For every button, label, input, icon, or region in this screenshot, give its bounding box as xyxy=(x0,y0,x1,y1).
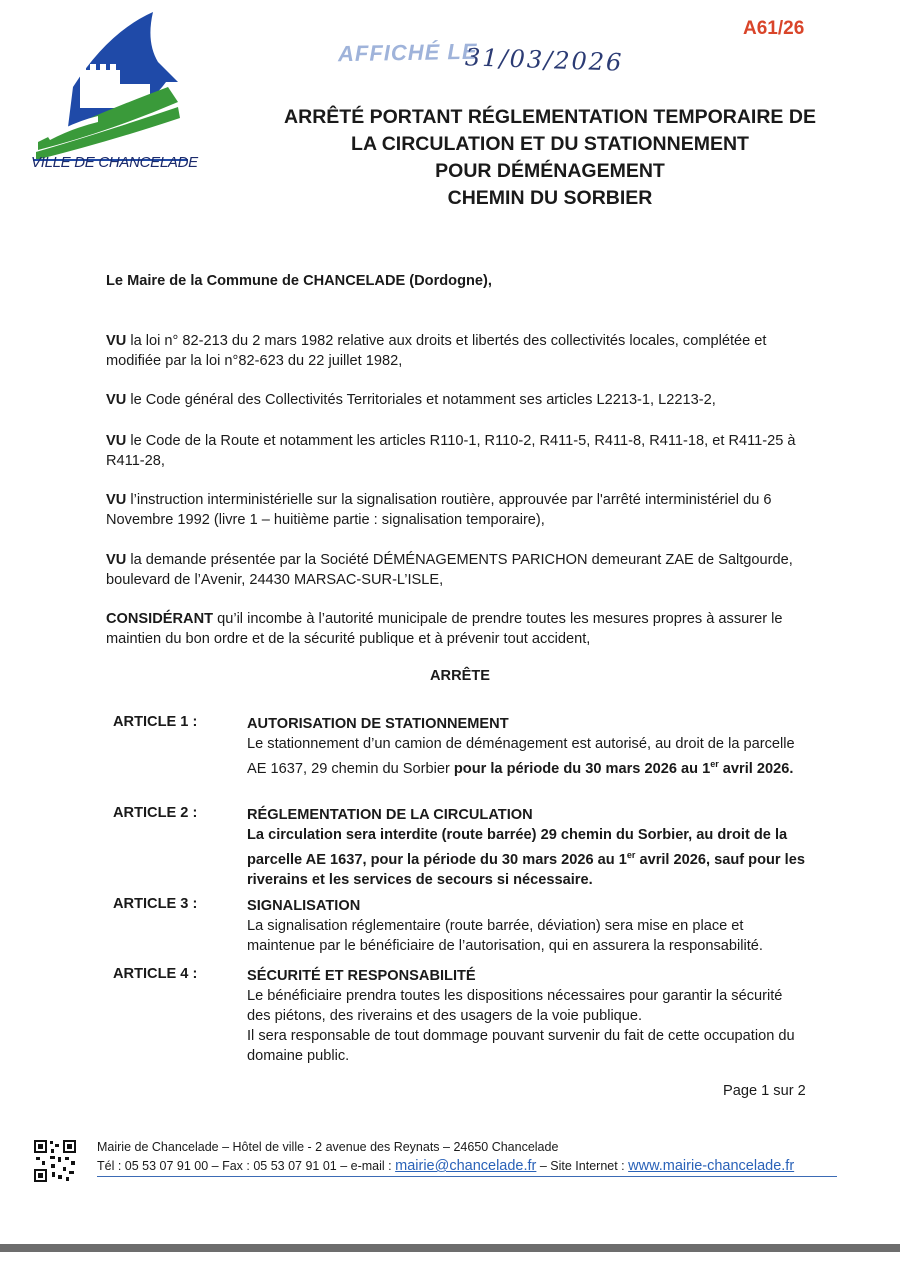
qr-code-icon xyxy=(33,1139,77,1183)
article-label: ARTICLE 2 : xyxy=(113,805,198,821)
vu-text: la loi n° 82-213 du 2 mars 1982 relative aux droits et libertés des collectivités locales, complétée et modifiée par la loi n°82-623 du 22 juillet 1982, xyxy=(106,333,767,369)
considerant-keyword: CONSIDÉRANT xyxy=(106,611,214,627)
scan-edge-strip xyxy=(0,1244,900,1252)
article-body xyxy=(247,714,807,779)
title-line: LA CIRCULATION ET DU STATIONNEMENT xyxy=(351,133,749,155)
title-line: POUR DÉMÉNAGEMENT xyxy=(435,160,665,182)
article-text xyxy=(247,734,807,779)
article-sup: er xyxy=(626,850,636,860)
vu-text: la demande présentée par la Société DÉMÉNAGEMENTS PARICHON demeurant ZAE de Saltgourde, boulevard de l’Avenir, 24430 MARSAC-SUR-L’ISLE, xyxy=(106,552,793,588)
vu-keyword: VU xyxy=(106,333,127,349)
page-number: Page 1 sur 2 xyxy=(723,1083,806,1099)
vu-paragraph xyxy=(106,390,818,410)
vu-paragraph xyxy=(106,431,818,471)
footer-phone-fax: Tél : 05 53 07 91 00 – Fax : 05 53 07 91 01 – e-mail : xyxy=(97,1159,392,1173)
article-heading: AUTORISATION DE STATIONNEMENT xyxy=(247,716,509,732)
article-body xyxy=(247,896,807,956)
vu-text: le Code de la Route et notamment les articles R110-1, R110-2, R411-5, R411-8, R411-18, et R411-25 à R411-28, xyxy=(106,433,796,469)
vu-keyword: VU xyxy=(106,433,127,449)
article-text: Le bénéficiaire prendra toutes les dispositions nécessaires pour garantir la sécurité des piétons, des riverains et des usagers de la voie publique. xyxy=(247,988,783,1024)
arrete-heading: ARRÊTE xyxy=(430,668,490,684)
reference-number: A61/26 xyxy=(743,18,805,39)
vu-paragraph xyxy=(106,331,818,371)
document-title xyxy=(250,104,850,212)
website-link[interactable]: www.mairie-chancelade.fr xyxy=(628,1158,795,1174)
considerant-paragraph xyxy=(106,609,818,649)
footer-site-label: – Site Internet : xyxy=(539,1159,625,1173)
article-body xyxy=(247,966,807,1066)
article-sup: er xyxy=(710,759,719,769)
article-label: ARTICLE 1 : xyxy=(113,714,198,730)
article-label: ARTICLE 3 : xyxy=(113,896,198,912)
article-heading: SÉCURITÉ ET RESPONSABILITÉ xyxy=(247,968,476,984)
article-heading: SIGNALISATION xyxy=(247,898,361,914)
logo-caption: VILLE DE CHANCELADE xyxy=(31,154,198,171)
email-link[interactable]: mairie@chancelade.fr xyxy=(395,1158,537,1174)
article-text: La signalisation réglementaire (route barrée, déviation) sera mise en place et maintenue par le bénéficiaire de l’autorisation, qui en assurera la responsabilité. xyxy=(247,918,763,954)
article-text-plain: Le stationnement d’un camion de déménagement est autorisé, au droit de la parcelle AE 1637, 29 chemin du Sorbier xyxy=(247,736,795,777)
vu-keyword: VU xyxy=(106,392,127,408)
vu-keyword: VU xyxy=(106,552,127,568)
article-text-bold-end: avril 2026. xyxy=(722,760,794,777)
article-body xyxy=(247,805,807,890)
vu-text: le Code général des Collectivités Territoriales et notamment ses articles L2213-1, L2213-2, xyxy=(130,392,716,408)
article-text-bold: pour la période du 30 mars 2026 au 1 xyxy=(453,760,711,777)
vu-paragraph xyxy=(106,550,818,590)
mayor-intro: Le Maire de la Commune de CHANCELADE (Dordogne), xyxy=(106,273,492,289)
vu-keyword: VU xyxy=(106,492,127,508)
footer-contact xyxy=(97,1158,837,1177)
article-label: ARTICLE 4 : xyxy=(113,966,198,982)
vu-text: l’instruction interministérielle sur la signalisation routière, approuvée par l'arrêté interministériel du 6 Novembre 1992 (livre 1 – huitième partie : signalisation temporaire), xyxy=(106,492,772,528)
vu-paragraph xyxy=(106,490,818,530)
article-heading: RÉGLEMENTATION DE LA CIRCULATION xyxy=(247,807,533,823)
title-line: CHEMIN DU SORBIER xyxy=(447,187,653,209)
article-text xyxy=(247,825,807,890)
posting-date: 31/03/2026 xyxy=(464,43,624,77)
title-line: ARRÊTÉ PORTANT RÉGLEMENTATION TEMPORAIRE DE xyxy=(284,106,816,128)
article-text: Il sera responsable de tout dommage pouvant survenir du fait de cette occupation du domaine public. xyxy=(247,1028,795,1064)
posting-stamp: AFFICHÉ LE xyxy=(337,38,478,67)
footer-address: Mairie de Chancelade – Hôtel de ville - 2 avenue des Reynats – 24650 Chancelade xyxy=(97,1140,559,1154)
article-text-bold: La circulation sera interdite (route barrée) 29 chemin du Sorbier, au droit de la parcelle AE 1637, pour la période du 30 mars 2026 au 1 xyxy=(247,827,788,868)
considerant-text: qu’il incombe à l’autorité municipale de prendre toutes les mesures propres à assurer le maintien du bon ordre et de la sécurité publique et à prévenir tout accident, xyxy=(106,611,783,647)
article-text-bold-end: avril 2026, sauf pour les riverains et les services de secours si nécessaire. xyxy=(247,851,805,888)
